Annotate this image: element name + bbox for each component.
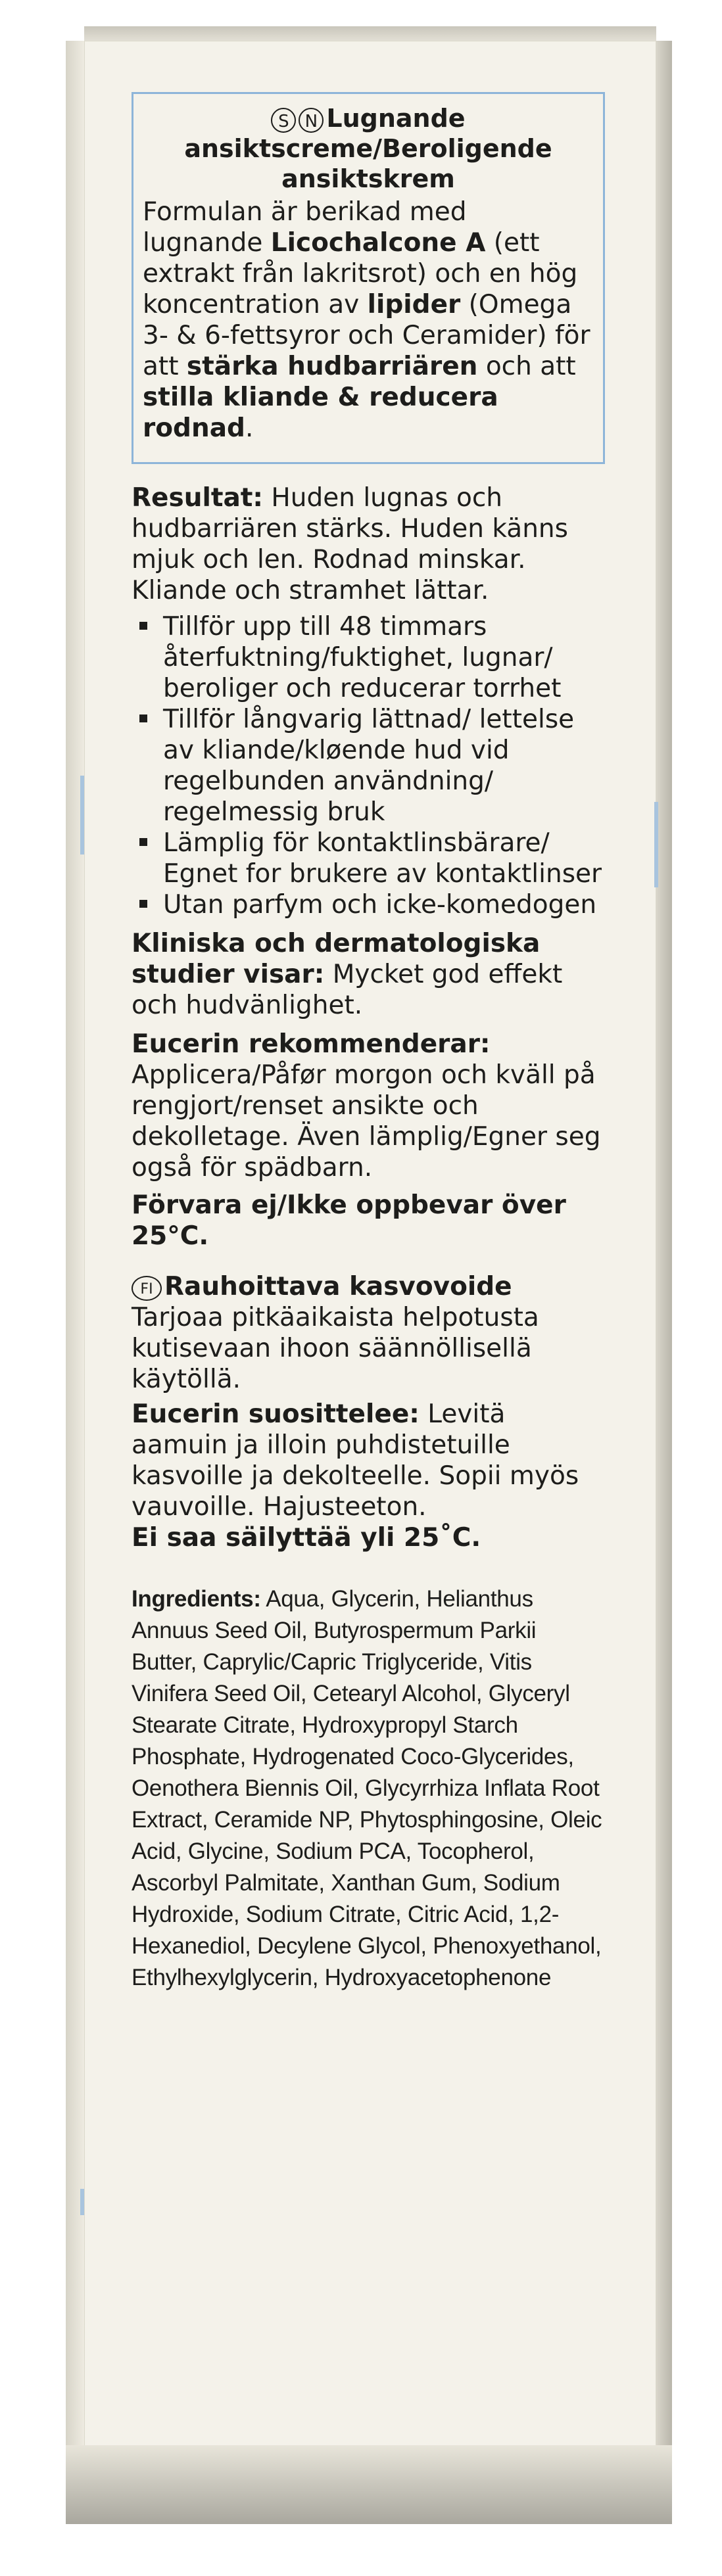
result-label: Resultat:: [132, 483, 264, 513]
intro-part: (ett extrakt från lakritsrot) och en hög koncentration av: [143, 228, 578, 319]
sn-result: [132, 482, 605, 606]
fi-recommend-text: Levitä aamuin ja illoin puhdistetuille kasvoille ja dekolteelle. Sopii myös vauvoille. Hajusteeton.: [132, 1399, 579, 1522]
benefit-list: [132, 611, 605, 920]
list-item: Tillför upp till 48 timmars återfuktning/fuktighet, lugnar/ beroliger och reducerar torrhet: [132, 611, 605, 704]
right-blue-edge-mark: [654, 802, 658, 887]
list-item: Utan parfym och icke-komedogen: [132, 889, 605, 920]
box-side-shadow: [66, 41, 84, 2512]
fi-storage: Ei saa säilyttää yli 25˚C.: [132, 1523, 481, 1553]
left-blue-edge-mark-lower: [80, 2189, 84, 2215]
intro-part: .: [245, 413, 254, 443]
ingredients-label: Ingredients:: [132, 1586, 261, 1612]
list-item: Lämplig för kontaktlinsbärare/ Egnet for brukere av kontaktlinser: [132, 828, 605, 889]
intro-part: och att: [477, 352, 576, 381]
clinical-label: Kliniska och dermatologiska studier visar:: [132, 929, 541, 989]
fi-intro: Tarjoaa pitkäaikaista helpotusta kutisevaan ihoon säännöllisellä käytöllä.: [132, 1303, 539, 1394]
fi-recommend: [132, 1399, 605, 1522]
label-text-area: [132, 92, 605, 1994]
ingredients-list: [132, 1583, 605, 1994]
sn-storage: Förvara ej/Ikke oppbevar över 25°C.: [132, 1190, 566, 1251]
clinical-text: Mycket god effekt och hudvänlighet.: [132, 960, 563, 1020]
sn-recommend-label: Eucerin rekommenderar:: [132, 1029, 491, 1059]
box-right-edge: [656, 41, 672, 2512]
lang-badge-fi: FI: [132, 1276, 162, 1301]
sn-recommend-text: Applicera/Påfør morgon och kväll på rengjort/renset ansikte och dekolletage. Även lämplig/Egner seg også för spädbarn.: [132, 1060, 601, 1183]
fi-title: [132, 1271, 605, 1302]
lang-badge-s: S: [271, 108, 296, 133]
sn-intro: [143, 197, 594, 444]
ingredients-text: Aqua, Glycerin, Helianthus Annuus Seed Oil, Butyrospermum Parkii Butter, Caprylic/Capric Triglyceride, Vitis Vinifera Seed Oil, Cetearyl Alcohol, Glyceryl Stearate Citrate, Hydroxypropyl Starch Phosphate, Hydrogenated Coco-Glycerides, Oenothera Biennis Oil, Glycyrrhiza Inflata Root Extract, Ceramide NP, Phytosphingosine, Oleic Acid, Glycine, Sodium PCA, Tocopherol, Ascorbyl Palmitate, Xanthan Gum, Sodium Hydroxide, Sodium Citrate, Citric Acid, 1,2-Hexanediol, Decylene Glycol, Phenoxyethanol, Ethylhexylglycerin, Hydroxyacetophenone: [132, 1586, 602, 1990]
lang-badge-n: N: [299, 108, 324, 133]
intro-bold-lipider: lipider: [367, 290, 461, 319]
intro-part: Formulan är berikad med lugnande: [143, 197, 467, 258]
fi-title-text: Rauhoittava kasvovoide: [164, 1272, 512, 1301]
sn-title-text: Lugnande ansiktscreme/Beroligende ansiktskrem: [184, 104, 552, 193]
sn-title: [143, 103, 594, 194]
box-bottom-edge: [66, 2445, 672, 2524]
fi-recommend-label: Eucerin suosittelee:: [132, 1399, 420, 1429]
left-blue-edge-mark: [80, 776, 84, 855]
intro-bold-barrier: stärka hudbarriären: [186, 352, 478, 381]
intro-part: (Omega 3- & 6-fettsyror och Ceramider) för att: [143, 290, 590, 381]
highlight-frame: [132, 92, 605, 464]
intro-bold-redness: stilla kliande & reducera rodnad: [143, 383, 498, 443]
clinical-studies: [132, 928, 605, 1021]
result-text: Huden lugnas och hudbarriären stärks. Huden känns mjuk och len. Rodnad minskar. Kliande och stramhet lättar.: [132, 483, 568, 605]
list-item: Tillför långvarig lättnad/ lettelse av kliande/kløende hud vid regelbunden användning/ regelmessig bruk: [132, 704, 605, 828]
intro-bold-licochalcone: Licochalcone A: [270, 228, 486, 258]
